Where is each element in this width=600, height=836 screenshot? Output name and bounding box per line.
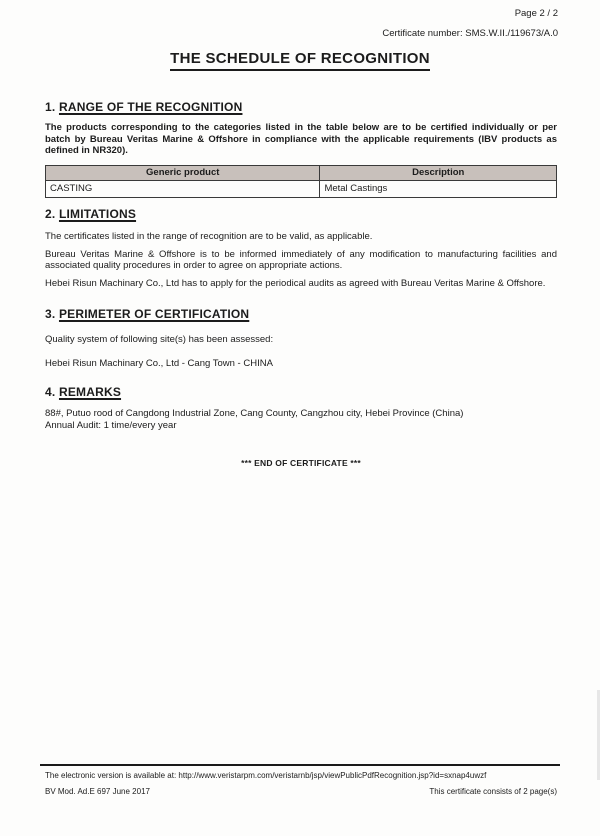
table-row — [46, 180, 557, 197]
footer-divider — [40, 764, 560, 766]
section-2-paragraph-2: Bureau Veritas Marine & Offshore is to be informed immediately of any modification to manufacturing facilities and associated quality procedures in order to agree on appropriate actions. — [45, 248, 557, 271]
footer-bottom-row — [45, 787, 557, 796]
section-perimeter-of-certification — [45, 307, 557, 369]
table-header-row — [46, 165, 557, 180]
section-2-paragraph-1: The certificates listed in the range of recognition are to be valid, as applicable. — [45, 231, 373, 242]
section-range-of-recognition — [45, 100, 557, 198]
section-4-heading: 4. REMARKS — [45, 385, 122, 399]
end-of-certificate-marker: *** END OF CERTIFICATE *** — [241, 458, 361, 468]
section-1-paragraph: The products corresponding to the categories listed in the table below are to be certified individually or per batch by Bureau Veritas Marine & Offshore in compliance with the applicable requirements (IBV products as defined in NR320). — [45, 122, 557, 156]
section-remarks — [45, 385, 557, 431]
section-limitations — [45, 207, 557, 289]
section-3-paragraph-2: Hebei Risun Machinary Co., Ltd - Cang Town - CHINA — [45, 357, 273, 369]
section-3-paragraph-1: Quality system of following site(s) has been assessed: — [45, 334, 274, 345]
section-1-heading: 1. RANGE OF THE RECOGNITION — [45, 100, 243, 114]
table-cell-description: Metal Castings — [320, 180, 557, 197]
footer-electronic-version: The electronic version is available at: http://www.veristarpm.com/veristarnb/jsp/viewPublicPdfRecognition.jsp?id=sxnap4uwzf — [45, 771, 487, 780]
table-header-description: Description — [320, 165, 557, 180]
section-2-heading: 2. LIMITATIONS — [45, 207, 137, 221]
recognition-table — [45, 165, 557, 198]
table-cell-generic-product: CASTING — [46, 180, 320, 197]
certificate-number: Certificate number: SMS.W.II./119673/A.0 — [382, 28, 558, 39]
footer-pages-note: This certificate consists of 2 page(s) — [429, 787, 557, 796]
page-number: Page 2 / 2 — [514, 8, 558, 19]
section-3-heading: 3. PERIMETER OF CERTIFICATION — [45, 307, 250, 321]
footer-form-reference: BV Mod. Ad.E 697 June 2017 — [45, 787, 150, 796]
section-2-paragraph-3: Hebei Risun Machinary Co., Ltd has to apply for the periodical audits as agreed with Bureau Veritas Marine & Offshore. — [45, 277, 546, 289]
section-4-annual-audit: Annual Audit: 1 time/every year — [45, 419, 177, 431]
content-area — [45, 0, 557, 836]
document-title: THE SCHEDULE OF RECOGNITION — [0, 50, 600, 71]
table-header-generic-product: Generic product — [46, 165, 320, 180]
section-4-address: 88#, Putuo rood of Cangdong Industrial Zone, Cang County, Cangzhou city, Hebei Province (China) — [45, 408, 464, 419]
